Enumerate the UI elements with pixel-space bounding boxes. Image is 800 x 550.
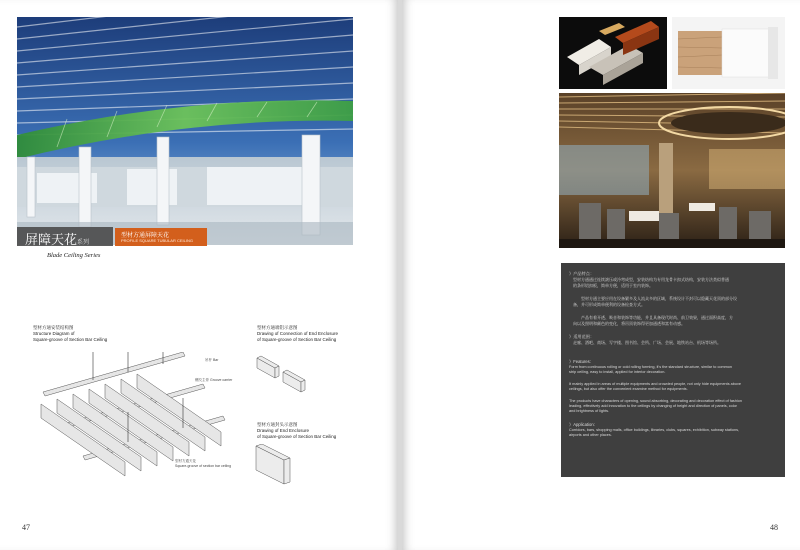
label-profile-cn: 型材方通天花 xyxy=(175,459,196,463)
connection-caption xyxy=(257,325,338,343)
series-banner xyxy=(17,227,207,246)
features-en-line3: It mainly applied in areas of multiple equipments and crowded people, not only hide equipments above xyxy=(569,382,742,386)
features-en-line7: and brightness of lights. xyxy=(569,409,610,413)
features-cn-line2: 的条形铝扣板，简单方便，适用于室内装饰。 xyxy=(573,283,653,288)
product-info-box xyxy=(561,263,785,477)
apply-en-line1: Corridors, bars, shopping malls, office buildings, libraries, clubs, squares, exhibition, subway stations, xyxy=(569,428,740,432)
product-samples-illustration xyxy=(559,17,667,89)
banner-title xyxy=(25,229,89,248)
series-name: Blade Ceiling Series xyxy=(47,252,101,259)
features-en-line4: ceilings, but also offer the convenient examine method for equipments. xyxy=(569,387,688,391)
banner-subtitle-en: PROFILE SQUARE TUBULAR CEILING xyxy=(121,238,193,243)
apply-cn-heading: 》适用范围： xyxy=(569,334,595,339)
banner-title-suffix: 系列 xyxy=(77,239,90,246)
structure-caption-cn: 型材方通安装结构图 xyxy=(33,325,74,330)
features-en-line6: leading, effectively add innovation to the ceilings by changing of height and direction of panels, color xyxy=(569,404,737,408)
connection-caption-cn: 型材方通端铝示意图 xyxy=(257,325,298,330)
label-profile-en: Square-groove of section bar ceiling xyxy=(175,464,232,468)
page-number-left: 47 xyxy=(22,523,30,532)
features-cn-line4: 备，并可形成简单便利的设备检查方式。 xyxy=(573,302,645,307)
features-cn-line5: 产品有着开透、吸音和装饰等功能，并且具备现代时尚、前卫效果，通过面积高度，方 xyxy=(581,315,733,320)
page-number-right: 48 xyxy=(770,523,778,532)
structure-caption xyxy=(33,325,107,343)
restaurant-illustration xyxy=(559,93,785,248)
label-carrier: 螺纹主骨 Groove carrier xyxy=(195,378,233,382)
features-en-line5: The products have characters of opening, sound absorbing, decorating and decoration effect of fashion xyxy=(569,399,743,403)
features-en-heading: 》Features: xyxy=(569,359,591,364)
apply-en-line2: airports and other places. xyxy=(569,433,612,437)
airport-ceiling-photo xyxy=(17,17,353,245)
features-cn-line6: 向以及照明和颜色的变化，将吊顶装饰得更加通透和富有动感。 xyxy=(573,321,685,326)
right-page xyxy=(402,0,800,550)
connection-caption-en2: of Square-groove of Section Bar Ceiling xyxy=(257,337,337,342)
features-en-line2: strip ceiling, easy to install, applied for interior decoration. xyxy=(569,370,666,374)
product-samples-photo xyxy=(559,17,667,89)
airport-ceiling-illustration xyxy=(17,17,353,245)
structure-caption-en1: Structure Diagram of xyxy=(33,331,75,336)
end-caption-en2: of Square-groove of Section Bar Ceiling xyxy=(257,434,337,439)
apply-en-heading: 》Application: xyxy=(569,422,595,427)
left-page xyxy=(0,0,398,550)
label-rod: 吊杆 Bar xyxy=(205,358,219,362)
features-cn-line1: 型材方通通过连续滚压或冷弯成型，安装结构为专用龙骨卡扣式结构，安装方法类似普通 xyxy=(573,277,729,282)
wood-panels-illustration xyxy=(672,17,785,89)
features-cn-heading: 》产品特点： xyxy=(569,271,595,276)
wood-panels-photo xyxy=(672,17,785,89)
restaurant-photo xyxy=(559,93,785,248)
features-cn-line3: 型材方通主要应用在设备繁多及人流众多的区域，系统设计不封可以隐藏天花顶的部分设 xyxy=(581,296,737,301)
banner-title-cn: 屏障天花 xyxy=(25,233,78,248)
banner-subtitle-cn: 型材方通屏障天花 xyxy=(121,233,170,239)
end-caption xyxy=(257,422,336,440)
connection-caption-en1: Drawing of Connection of End Enclosure xyxy=(257,331,339,336)
apply-cn-text: 走廊、酒吧、商场、写字楼、图书馆、会所、广场、会展、地铁站台、机场等场所。 xyxy=(573,340,721,345)
connection-diagram xyxy=(255,354,315,394)
features-en-line1: Form from continuous rolling or cold rolling forming, it's the standard structure, similar to common xyxy=(569,365,732,369)
end-caption-cn: 型材方通封头示意图 xyxy=(257,422,298,427)
structure-caption-en2: Square-groove of Section Bar Ceiling xyxy=(33,337,108,342)
end-diagram xyxy=(254,444,294,486)
end-caption-en1: Drawing of End Enclosure xyxy=(257,428,310,433)
banner-subtitle-block xyxy=(115,228,207,246)
